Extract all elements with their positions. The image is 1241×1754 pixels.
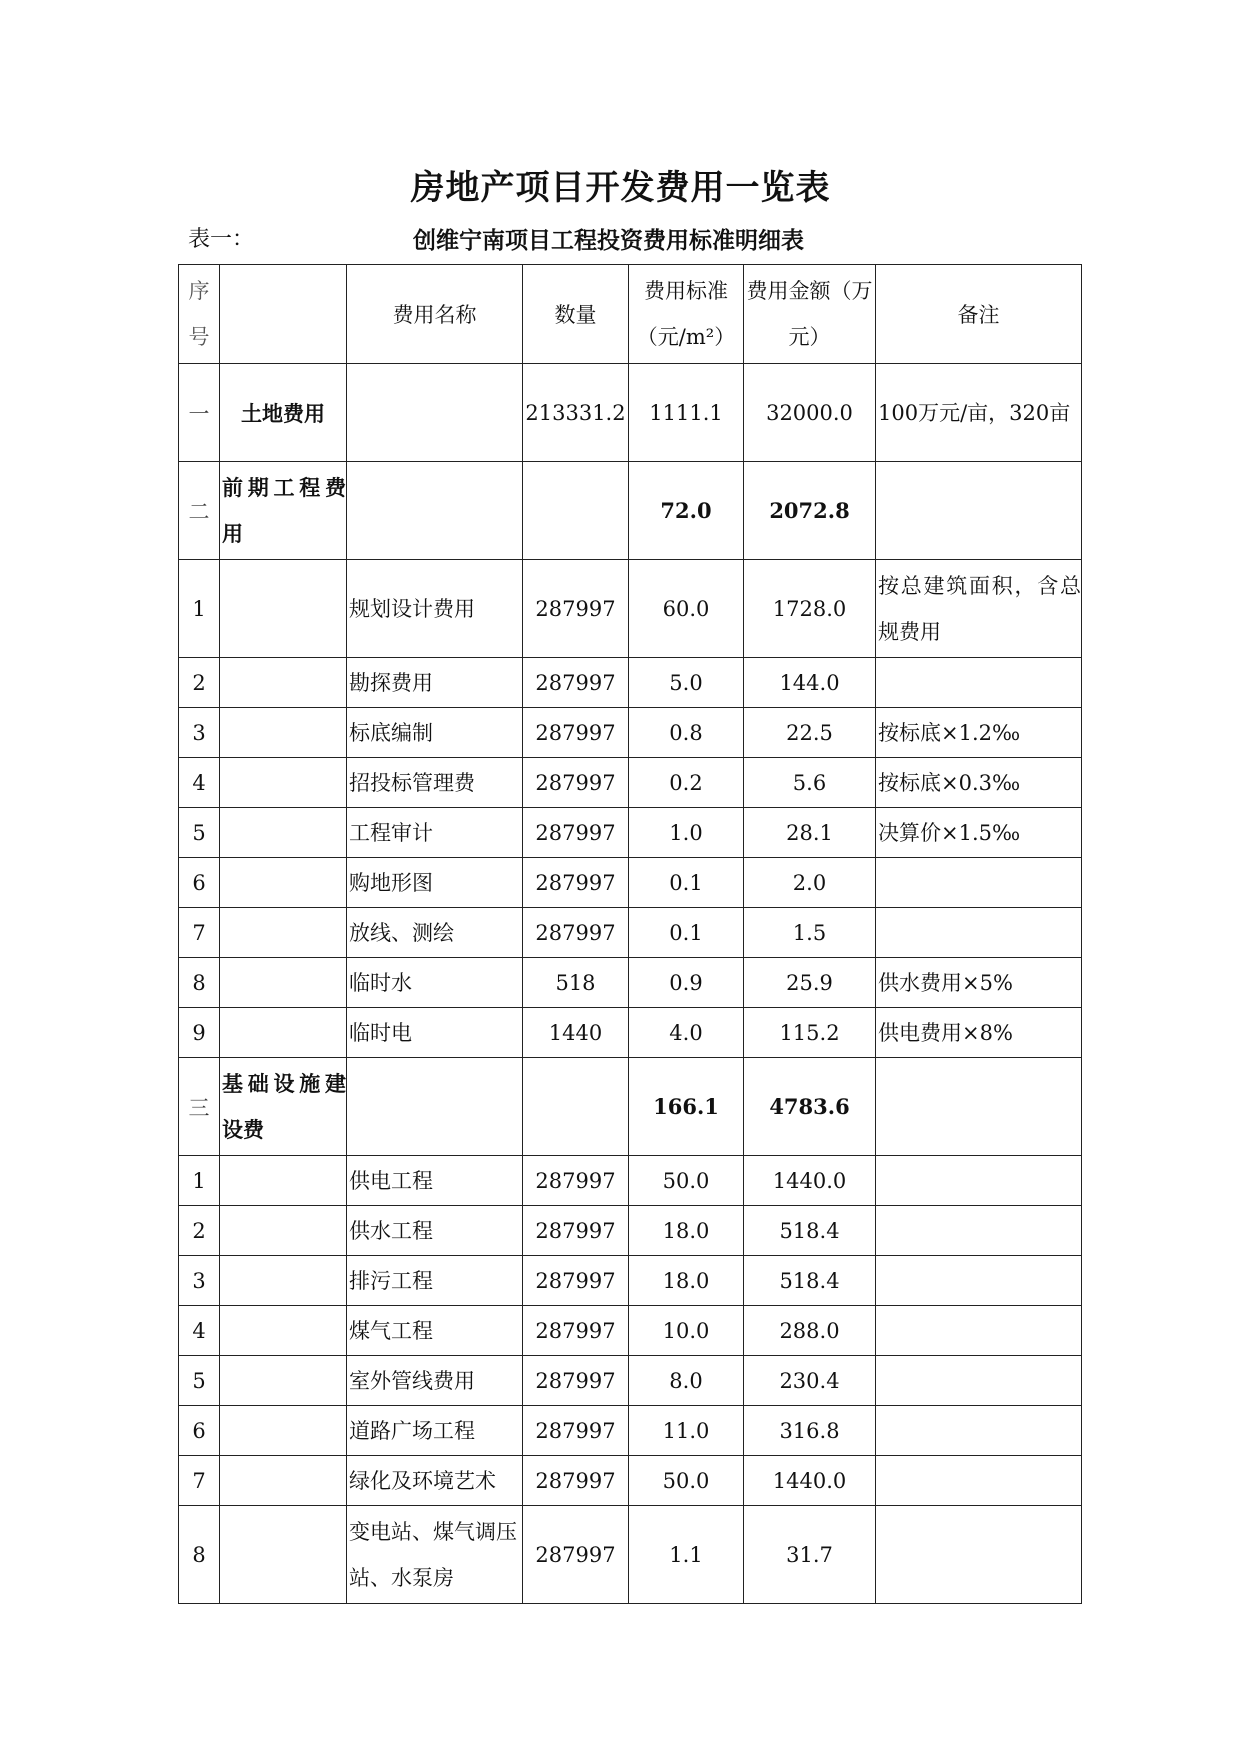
header-seq: 序号 (179, 265, 220, 364)
row-qty: 287997 (523, 1256, 629, 1306)
row-amount: 115.2 (744, 1008, 876, 1058)
header-qty: 数量 (523, 265, 629, 364)
row-name: 煤气工程 (347, 1306, 523, 1356)
table-row (179, 758, 1082, 808)
row-qty: 287997 (523, 758, 629, 808)
table-row (179, 1256, 1082, 1306)
row-seq: 1 (179, 560, 220, 658)
row-category (220, 908, 347, 958)
row-qty (523, 462, 629, 560)
row-category: 前期工程费用 (220, 462, 347, 560)
row-qty: 287997 (523, 908, 629, 958)
table-title: 创维宁南项目工程投资费用标准明细表 (413, 227, 804, 254)
row-category (220, 708, 347, 758)
table-row (179, 658, 1082, 708)
row-name: 变电站、煤气调压站、水泵房 (347, 1506, 523, 1604)
row-name: 标底编制 (347, 708, 523, 758)
row-qty: 287997 (523, 1506, 629, 1604)
row-name: 购地形图 (347, 858, 523, 908)
row-note: 决算价×1.5‰ (876, 808, 1082, 858)
row-amount: 22.5 (744, 708, 876, 758)
row-name (347, 1058, 523, 1156)
header-name: 费用名称 (347, 265, 523, 364)
row-category (220, 1256, 347, 1306)
row-standard: 50.0 (629, 1156, 744, 1206)
header-category (220, 265, 347, 364)
header-standard: 费用标准（元/m²） (629, 265, 744, 364)
table-row (179, 1506, 1082, 1604)
row-amount: 5.6 (744, 758, 876, 808)
row-qty (523, 1058, 629, 1156)
row-standard: 0.2 (629, 758, 744, 808)
row-standard: 4.0 (629, 1008, 744, 1058)
row-seq: 3 (179, 1256, 220, 1306)
row-seq: 5 (179, 1356, 220, 1406)
row-amount: 25.9 (744, 958, 876, 1008)
row-amount: 518.4 (744, 1256, 876, 1306)
row-qty: 213331.2 (523, 364, 629, 462)
row-qty: 518 (523, 958, 629, 1008)
row-amount: 31.7 (744, 1506, 876, 1604)
row-category (220, 808, 347, 858)
row-category: 土地费用 (220, 364, 347, 462)
row-name: 供水工程 (347, 1206, 523, 1256)
row-name: 勘探费用 (347, 658, 523, 708)
row-qty: 287997 (523, 1156, 629, 1206)
row-note: 按标底×0.3‰ (876, 758, 1082, 808)
row-standard: 5.0 (629, 658, 744, 708)
row-note (876, 1506, 1082, 1604)
table-row (179, 1306, 1082, 1356)
row-category (220, 1506, 347, 1604)
row-name: 放线、测绘 (347, 908, 523, 958)
table-row (179, 1456, 1082, 1506)
row-standard: 1.0 (629, 808, 744, 858)
row-amount: 316.8 (744, 1406, 876, 1456)
fee-table (178, 264, 1082, 1604)
row-name: 道路广场工程 (347, 1406, 523, 1456)
row-note (876, 1356, 1082, 1406)
row-standard: 18.0 (629, 1256, 744, 1306)
table-row (179, 1156, 1082, 1206)
row-name: 规划设计费用 (347, 560, 523, 658)
table-row (179, 1008, 1082, 1058)
table-row (179, 708, 1082, 758)
row-standard: 166.1 (629, 1058, 744, 1156)
row-name: 临时电 (347, 1008, 523, 1058)
row-category (220, 1356, 347, 1406)
row-note (876, 1306, 1082, 1356)
header-amount: 费用金额（万元） (744, 265, 876, 364)
row-seq: 4 (179, 758, 220, 808)
row-qty: 287997 (523, 808, 629, 858)
table-row (179, 958, 1082, 1008)
row-amount: 144.0 (744, 658, 876, 708)
row-category: 基础设施建设费 (220, 1058, 347, 1156)
row-amount: 518.4 (744, 1206, 876, 1256)
row-standard: 18.0 (629, 1206, 744, 1256)
row-category (220, 1456, 347, 1506)
row-seq: 三 (179, 1058, 220, 1156)
row-note (876, 462, 1082, 560)
row-amount: 288.0 (744, 1306, 876, 1356)
row-standard: 10.0 (629, 1306, 744, 1356)
row-seq: 2 (179, 1206, 220, 1256)
row-qty: 287997 (523, 1456, 629, 1506)
row-standard: 72.0 (629, 462, 744, 560)
table-label: 表一： (188, 227, 255, 252)
table-caption (188, 222, 1088, 254)
row-qty: 287997 (523, 658, 629, 708)
row-standard: 50.0 (629, 1456, 744, 1506)
row-category (220, 858, 347, 908)
row-category (220, 1206, 347, 1256)
row-category (220, 1008, 347, 1058)
row-seq: 8 (179, 958, 220, 1008)
table-row (179, 1356, 1082, 1406)
row-standard: 0.1 (629, 908, 744, 958)
row-standard: 1.1 (629, 1506, 744, 1604)
row-amount: 230.4 (744, 1356, 876, 1406)
row-seq: 8 (179, 1506, 220, 1604)
row-category (220, 958, 347, 1008)
row-amount: 1440.0 (744, 1456, 876, 1506)
row-qty: 287997 (523, 1206, 629, 1256)
row-seq: 6 (179, 1406, 220, 1456)
row-amount: 1.5 (744, 908, 876, 958)
row-standard: 11.0 (629, 1406, 744, 1456)
row-category (220, 560, 347, 658)
row-name (347, 462, 523, 560)
row-qty: 287997 (523, 1306, 629, 1356)
table-row (179, 1058, 1082, 1156)
row-note: 按标底×1.2‰ (876, 708, 1082, 758)
row-amount: 1440.0 (744, 1156, 876, 1206)
row-standard: 60.0 (629, 560, 744, 658)
row-amount: 1728.0 (744, 560, 876, 658)
table-row (179, 1406, 1082, 1456)
row-amount: 2.0 (744, 858, 876, 908)
row-qty: 287997 (523, 1356, 629, 1406)
row-qty: 287997 (523, 1406, 629, 1456)
row-amount: 4783.6 (744, 1058, 876, 1156)
row-category (220, 758, 347, 808)
row-name: 供电工程 (347, 1156, 523, 1206)
row-seq: 二 (179, 462, 220, 560)
row-amount: 28.1 (744, 808, 876, 858)
table-row (179, 858, 1082, 908)
row-note (876, 1058, 1082, 1156)
row-note (876, 908, 1082, 958)
row-name: 临时水 (347, 958, 523, 1008)
row-note: 供水费用×5% (876, 958, 1082, 1008)
table-row (179, 1206, 1082, 1256)
row-note (876, 1206, 1082, 1256)
table-row (179, 560, 1082, 658)
row-note (876, 1156, 1082, 1206)
row-amount: 2072.8 (744, 462, 876, 560)
row-note (876, 1256, 1082, 1306)
row-amount: 32000.0 (744, 364, 876, 462)
row-name: 绿化及环境艺术 (347, 1456, 523, 1506)
row-name: 招投标管理费 (347, 758, 523, 808)
row-note (876, 858, 1082, 908)
row-seq: 9 (179, 1008, 220, 1058)
row-note: 100万元/亩，320亩 (876, 364, 1082, 462)
table-row (179, 808, 1082, 858)
row-qty: 287997 (523, 708, 629, 758)
row-seq: 一 (179, 364, 220, 462)
row-seq: 3 (179, 708, 220, 758)
row-note: 按总建筑面积，含总规费用 (876, 560, 1082, 658)
document-title: 房地产项目开发费用一览表 (410, 168, 831, 208)
row-qty: 287997 (523, 560, 629, 658)
row-seq: 7 (179, 1456, 220, 1506)
row-seq: 6 (179, 858, 220, 908)
row-note (876, 1406, 1082, 1456)
row-note (876, 658, 1082, 708)
row-standard: 0.8 (629, 708, 744, 758)
row-category (220, 1406, 347, 1456)
row-seq: 2 (179, 658, 220, 708)
row-seq: 7 (179, 908, 220, 958)
row-qty: 287997 (523, 858, 629, 908)
table-row (179, 908, 1082, 958)
row-note (876, 1456, 1082, 1506)
row-name: 工程审计 (347, 808, 523, 858)
row-category (220, 1156, 347, 1206)
table-header-row (179, 265, 1082, 364)
row-category (220, 658, 347, 708)
row-standard: 1111.1 (629, 364, 744, 462)
row-name (347, 364, 523, 462)
row-seq: 5 (179, 808, 220, 858)
table-row (179, 462, 1082, 560)
row-name: 排污工程 (347, 1256, 523, 1306)
row-standard: 0.1 (629, 858, 744, 908)
row-note: 供电费用×8% (876, 1008, 1082, 1058)
row-standard: 0.9 (629, 958, 744, 1008)
row-qty: 1440 (523, 1008, 629, 1058)
row-seq: 4 (179, 1306, 220, 1356)
row-name: 室外管线费用 (347, 1356, 523, 1406)
table-row (179, 364, 1082, 462)
header-note: 备注 (876, 265, 1082, 364)
row-seq: 1 (179, 1156, 220, 1206)
row-category (220, 1306, 347, 1356)
row-standard: 8.0 (629, 1356, 744, 1406)
